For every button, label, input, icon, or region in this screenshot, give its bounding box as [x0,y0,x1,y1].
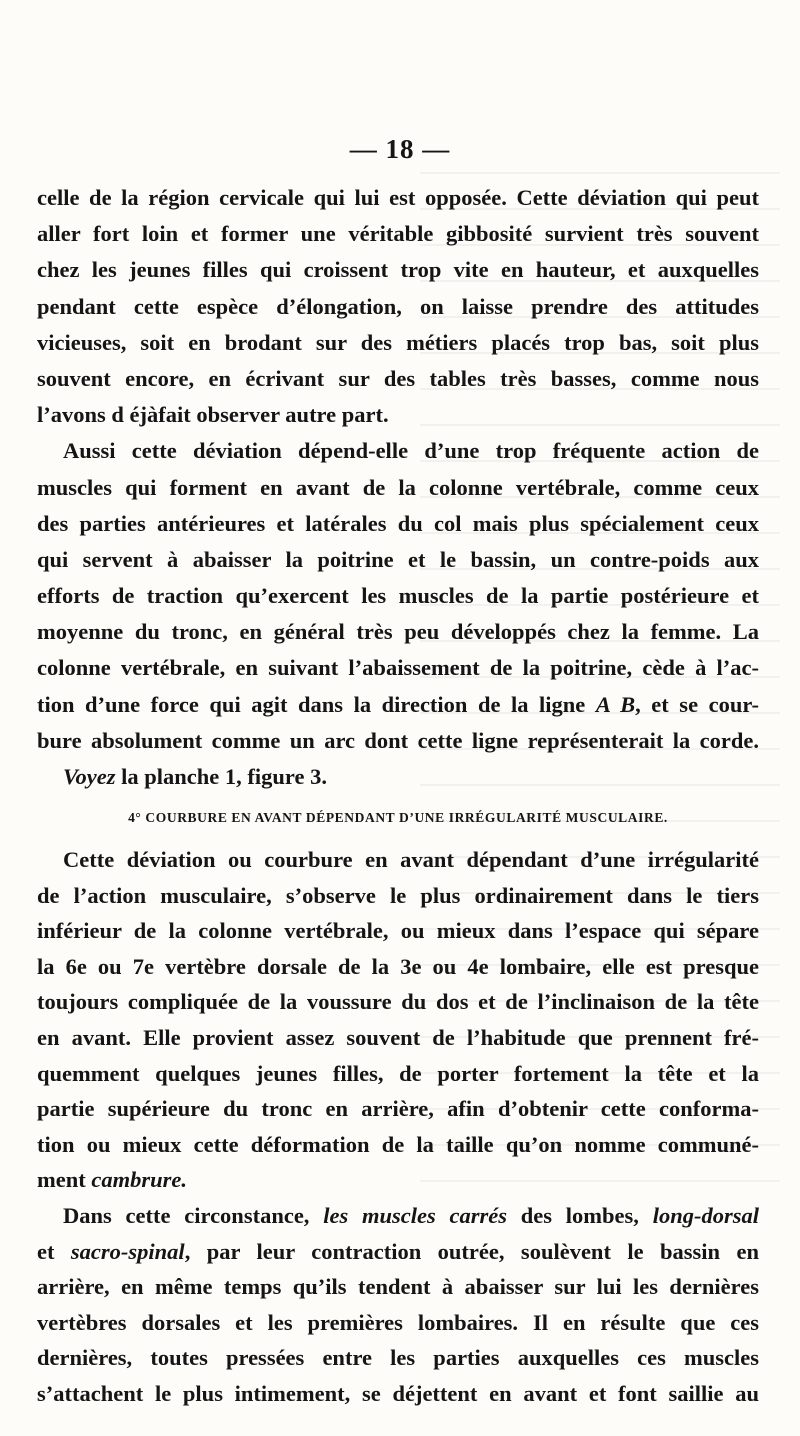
text-span: , par leur contraction outrée, soulèvent le bassin en [184,1238,759,1264]
italic-text: A B [595,691,636,717]
text-line: colonne vertébrale, en suivant l’abaissement de la poitrine, cède à l’ac- [37,655,759,681]
paragraph-2 [37,433,759,759]
text-line: tion ou mieux cette déformation de la taille qu’on nomme communé- [37,1131,759,1157]
upper-text-block [37,180,759,795]
text-span: des lombes, [507,1202,653,1228]
text-line: en avant. Elle provient assez souvent de l’habitude que prennent fré- [37,1024,759,1050]
text-line: vertèbres dorsales et les premières lombaires. Il en résulte que ces [37,1309,759,1335]
italic-text: les muscles carrés [323,1202,507,1228]
italic-text: Voyez [63,764,116,789]
text-line: dernières, toutes pressées entre les parties auxquelles ces muscles [37,1345,759,1371]
text-line: pendant cette espèce d’élongation, on laisse prendre des attitudes [37,293,759,319]
text-line [37,687,759,723]
text-line: vicieuses, soit en brodant sur des métiers placés trop bas, soit plus [37,329,759,355]
paragraph-4 [37,842,759,1198]
text-line: Aussi cette déviation dépend-elle d’une trop fréquente action de [63,438,759,464]
text-line: partie supérieure du tronc en arrière, afin d’obtenir cette conforma- [37,1096,759,1122]
text-line: s’attachent le plus intimement, se déjettent en avant et font saillie au [37,1380,759,1406]
paragraph-3 [37,759,759,795]
text-line [37,1234,759,1270]
text-span: et [37,1238,71,1264]
text-line: efforts de traction qu’exercent les muscles de la partie postérieure et [37,583,759,609]
text-line: aller fort loin et former une véritable gibbosité survient très souvent [37,221,759,247]
text-line: arrière, en même temps qu’ils tendent à abaisser sur lui les dernières [37,1274,759,1300]
text-line: muscles qui forment en avant de la colonne vertébrale, comme ceux [37,474,759,500]
text-line: la 6e ou 7e vertèbre dorsale de la 3e ou 4e lombaire, elle est presque [37,953,759,979]
text-span: , et se cour- [635,691,759,717]
text-line [37,1162,759,1198]
text-line: qui servent à abaisser la poitrine et le bassin, un contre-poids aux [37,546,759,572]
text-span: Dans cette circonstance, [63,1202,324,1228]
text-span: tion d’une force qui agit dans la direction de la ligne [37,691,596,717]
italic-text: long-dorsal [652,1202,759,1228]
text-line: bure absolument comme un arc dont cette ligne représenterait la corde. [37,727,759,753]
text-line [37,1198,759,1234]
lower-text-block [37,842,759,1412]
text-line: celle de la région cervicale qui lui est opposée. Cette déviation qui peut [37,185,759,210]
section-heading: 4° COURBURE EN AVANT DÉPENDANT D’UNE IRRÉGULARITÉ MUSCULAIRE. [128,810,668,825]
paragraph-1 [37,180,759,433]
text-line: inférieur de la colonne vertébrale, ou mieux dans l’espace qui sépare [37,918,759,944]
text-line: l’avons d éjàfait observer autre part. [37,402,389,428]
page-number: — 18 — [349,134,451,164]
text-line: des parties antérieures et latérales du col mais plus spécialement ceux [37,510,759,536]
text-line: moyenne du tronc, en général très peu développés chez la femme. La [37,619,759,645]
paragraph-5 [37,1198,759,1412]
text-line: quemment quelques jeunes filles, de porter fortement la tête et la [37,1060,759,1086]
text-line: toujours compliquée de la voussure du dos et de l’inclinaison de la tête [37,989,759,1015]
italic-text: cambrure. [91,1167,187,1193]
text-line: de l’action musculaire, s’observe le plus ordinairement dans le tiers [37,882,759,908]
text-line: chez les jeunes filles qui croissent trop vite en hauteur, et auxquelles [37,257,759,283]
text-line: Cette déviation ou courbure en avant dépendant d’une irrégularité [63,847,759,872]
text-line: souvent encore, en écrivant sur des tables très basses, comme nous [37,365,759,391]
text-span: ment [37,1167,92,1193]
text-line [37,759,759,795]
text-span: la planche 1, figure 3. [115,764,327,789]
italic-text: sacro-spinal [70,1238,185,1264]
